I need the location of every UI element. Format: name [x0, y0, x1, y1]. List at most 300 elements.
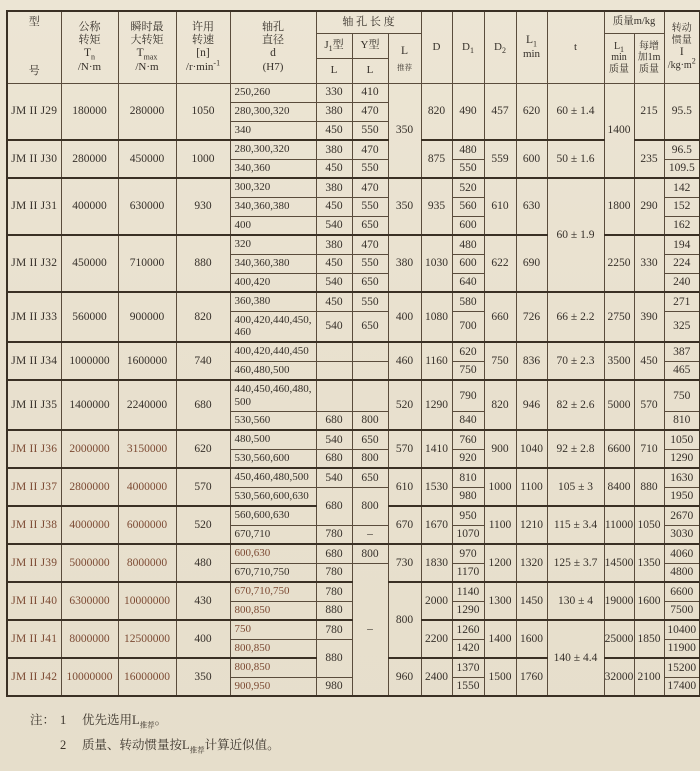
table-cell: 3500 — [604, 342, 634, 380]
table-cell: 400 — [230, 216, 316, 235]
table-cell: 280,​300,​320 — [230, 140, 316, 159]
model-cell: JM II J36 — [7, 430, 61, 468]
table-cell: 950 — [452, 506, 484, 525]
table-cell: 400 — [388, 292, 421, 342]
table-cell: 1320 — [516, 544, 547, 582]
table-cell: 600 — [452, 254, 484, 273]
table-cell: 810 — [452, 468, 484, 487]
model-cell: JM II J35 — [7, 380, 61, 430]
col-group-mass: 质量m/kg — [604, 11, 664, 33]
table-cell: 800,​850 — [230, 658, 316, 677]
table-cell: 780 — [316, 620, 352, 639]
col-header-bore-diameter: 轴孔 直径 d (H7) — [230, 11, 316, 83]
table-cell: 180000 — [61, 83, 118, 140]
table-cell: 4000000 — [118, 468, 176, 506]
model-cell: JM II J30 — [7, 140, 61, 178]
col-group-bore-length: 轴 孔 长 度 — [316, 11, 421, 33]
table-cell: 8400 — [604, 468, 634, 506]
table-cell: 1050 — [176, 83, 230, 140]
table-cell: 920 — [452, 449, 484, 468]
table-cell: 450 — [316, 121, 352, 140]
table-cell: 457 — [484, 83, 516, 140]
model-cell: JM II J32 — [7, 235, 61, 292]
table-cell: 360,​380 — [230, 292, 316, 311]
table-cell: 630000 — [118, 178, 176, 235]
table-cell: 60 ± 1.4 — [547, 83, 604, 140]
table-cell: 6600 — [664, 582, 700, 601]
table-cell: 880 — [316, 601, 352, 620]
table-cell: 790 — [452, 380, 484, 411]
table-cell: 935 — [421, 178, 452, 235]
table-cell: 490 — [452, 83, 484, 140]
table-cell: 1670 — [421, 506, 452, 544]
col-header-max-torque: 瞬时最 大转矩 $T_{max}$ /N·m — [118, 11, 176, 83]
table-cell: 800 — [352, 487, 388, 525]
table-cell: 660 — [484, 292, 516, 342]
model-cell: JM II J34 — [7, 342, 61, 380]
table-cell: 470 — [352, 140, 388, 159]
table-cell: 800 — [352, 449, 388, 468]
table-cell: 640 — [452, 273, 484, 292]
table-cell: 840 — [452, 411, 484, 430]
table-cell: 800,​850 — [230, 639, 316, 658]
table-cell: 330 — [316, 83, 352, 102]
table-cell: 2100 — [634, 658, 664, 696]
table-cell: 5000000 — [61, 544, 118, 582]
table-cell: 1170 — [452, 563, 484, 582]
table-cell: 780 — [316, 563, 352, 582]
table-cell — [316, 380, 352, 411]
table-cell: 1500 — [484, 658, 516, 696]
table-cell: 380 — [316, 235, 352, 254]
table-cell: 400,​420,​440,​450 — [230, 342, 316, 361]
table-header — [7, 11, 700, 83]
table-cell: 2670 — [664, 506, 700, 525]
table-cell: 8000000 — [118, 544, 176, 582]
table-cell: 650 — [352, 430, 388, 449]
table-cell: 350 — [388, 83, 421, 178]
table-cell: 4060 — [664, 544, 700, 563]
table-cell: 1040 — [516, 430, 547, 468]
table-cell: 710 — [634, 430, 664, 468]
table-cell: 125 ± 3.7 — [547, 544, 604, 582]
table-cell: 1400000 — [61, 380, 118, 430]
table-cell: 480 — [452, 235, 484, 254]
table-cell — [352, 361, 388, 380]
col-header-t: t — [547, 11, 604, 83]
table-cell: 1070 — [452, 525, 484, 544]
table-cell: 1000000 — [61, 342, 118, 380]
table-cell: 620 — [176, 430, 230, 468]
table-cell: 380 — [316, 102, 352, 121]
notes — [30, 710, 700, 753]
table-cell: 2400 — [421, 658, 452, 696]
col-header-mass-per-meter: 每增 加1m 质量 — [634, 33, 664, 83]
table-cell: 700 — [452, 311, 484, 342]
model-cell: JM II J31 — [7, 178, 61, 235]
table-cell: 450 — [316, 197, 352, 216]
table-cell: 980 — [316, 677, 352, 696]
table-cell: 1530 — [421, 468, 452, 506]
table-cell: 880 — [176, 235, 230, 292]
table-cell: 1050 — [634, 506, 664, 544]
col-header-y-type: Y型 — [352, 33, 388, 58]
col-header-L-j1: L — [316, 58, 352, 83]
table-cell: 450000 — [118, 140, 176, 178]
table-cell: 600 — [452, 216, 484, 235]
table-cell: 520 — [388, 380, 421, 430]
table-cell: 450000 — [61, 235, 118, 292]
table-cell: 2750 — [604, 292, 634, 342]
table-cell: 750 — [452, 361, 484, 380]
table-cell: 450 — [316, 292, 352, 311]
table-cell: 540 — [316, 311, 352, 342]
table-cell: 4800 — [664, 563, 700, 582]
table-cell: 1140 — [452, 582, 484, 601]
note-text: 优先选用$L_{推荐}$。 — [82, 713, 168, 730]
table-cell: 400 — [176, 620, 230, 658]
table-cell: 387 — [664, 342, 700, 361]
table-cell: 1400 — [604, 83, 634, 178]
col-header-model-bottom: 号 — [28, 65, 40, 78]
table-cell: 760 — [452, 430, 484, 449]
table-cell: 350 — [176, 658, 230, 696]
table-cell: 1160 — [421, 342, 452, 380]
table-cell: 836 — [516, 342, 547, 380]
table-cell: 1030 — [421, 235, 452, 292]
table-cell: 570 — [176, 468, 230, 506]
table-cell: 11000 — [604, 506, 634, 544]
table-cell: 650 — [352, 216, 388, 235]
table-cell: 600 — [516, 140, 547, 178]
col-header-mass-at-L1min: $L_1$ min 质量 — [604, 33, 634, 83]
table-cell: 680 — [176, 380, 230, 430]
table-cell: 140 ± 4.4 — [547, 620, 604, 696]
table-cell: 530,​560,​600 — [230, 449, 316, 468]
table-cell: 1210 — [516, 506, 547, 544]
table-cell: 540 — [316, 216, 352, 235]
table-cell: 235 — [634, 140, 664, 178]
table-cell: 750 — [230, 620, 316, 639]
table-cell: 800 — [352, 544, 388, 563]
table-cell: 1290 — [664, 449, 700, 468]
table-cell: 550 — [452, 159, 484, 178]
table-cell: 1350 — [634, 544, 664, 582]
col-header-D1: $D_1$ — [452, 11, 484, 83]
table-cell: 559 — [484, 140, 516, 178]
table-cell: 900,​950 — [230, 677, 316, 696]
table-cell: 450,​460,​480,​500 — [230, 468, 316, 487]
table-cell: 930 — [176, 178, 230, 235]
table-cell: 6000000 — [118, 506, 176, 544]
table-cell: 600,​630 — [230, 544, 316, 563]
table-cell: 60 ± 1.9 — [547, 178, 604, 292]
table-cell: 1950 — [664, 487, 700, 506]
table-cell: 610 — [388, 468, 421, 506]
table-cell: 400,​420 — [230, 273, 316, 292]
table-cell: 1050 — [664, 430, 700, 449]
table-cell: 3030 — [664, 525, 700, 544]
table-cell: 570 — [388, 430, 421, 468]
table-cell: 12500000 — [118, 620, 176, 658]
table-cell: 470 — [352, 102, 388, 121]
model-cell: JM II J42 — [7, 658, 61, 696]
table-cell: 780 — [316, 582, 352, 601]
table-cell: 800 — [352, 411, 388, 430]
table-cell: 3150000 — [118, 430, 176, 468]
table-cell: 320 — [230, 235, 316, 254]
table-cell: 10000000 — [61, 658, 118, 696]
table-cell: 550 — [352, 197, 388, 216]
table-cell: 900 — [484, 430, 516, 468]
table-cell: 224 — [664, 254, 700, 273]
table-cell — [316, 361, 352, 380]
table-cell: 740 — [176, 342, 230, 380]
table-cell: 271 — [664, 292, 700, 311]
table-cell: 620 — [516, 83, 547, 140]
table-cell: 2000 — [421, 582, 452, 620]
table-cell: 670,​710,​750 — [230, 563, 316, 582]
table-cell: 540 — [316, 430, 352, 449]
table-cell: 380 — [316, 140, 352, 159]
table-cell: 16000000 — [118, 658, 176, 696]
table-cell: 2250 — [604, 235, 634, 292]
table-cell: 710000 — [118, 235, 176, 292]
table-cell: 2200 — [421, 620, 452, 658]
table-cell: 92 ± 2.8 — [547, 430, 604, 468]
table-cell: 520 — [176, 506, 230, 544]
table-cell: 550 — [352, 292, 388, 311]
table-cell: 50 ± 1.6 — [547, 140, 604, 178]
table-cell: 400,​420,​440,​450,​460 — [230, 311, 316, 342]
table-body — [7, 83, 700, 696]
note-line-1 — [30, 710, 700, 728]
table-cell: 480 — [176, 544, 230, 582]
model-cell: JM II J41 — [7, 620, 61, 658]
table-cell: 142 — [664, 178, 700, 197]
table-cell: 340,​360,​380 — [230, 197, 316, 216]
table-cell: 300,​320 — [230, 178, 316, 197]
model-cell: JM II J40 — [7, 582, 61, 620]
table-cell: 1000 — [176, 140, 230, 178]
table-cell: 460,​480,​500 — [230, 361, 316, 380]
table-cell: 11900 — [664, 639, 700, 658]
table-cell: 1100 — [484, 506, 516, 544]
table-cell: 450 — [316, 159, 352, 178]
note-line-2 — [30, 735, 700, 753]
col-header-D: D — [421, 11, 452, 83]
table-cell: 480,​500 — [230, 430, 316, 449]
table-cell: 280,​300,​320 — [230, 102, 316, 121]
table-cell: 1830 — [421, 544, 452, 582]
table-cell: 1630 — [664, 468, 700, 487]
table-cell: 1760 — [516, 658, 547, 696]
table-cell: 680 — [316, 487, 352, 525]
notes-label: 注： — [30, 713, 56, 727]
table-cell: 780 — [316, 525, 352, 544]
table-cell — [352, 342, 388, 361]
table-cell: – — [352, 563, 388, 696]
table-cell: 15200 — [664, 658, 700, 677]
table-cell: 1410 — [421, 430, 452, 468]
table-cell: 130 ± 4 — [547, 582, 604, 620]
table-cell: 946 — [516, 380, 547, 430]
table-cell: 82 ± 2.6 — [547, 380, 604, 430]
table-cell: 580 — [452, 292, 484, 311]
table-cell: 10400 — [664, 620, 700, 639]
table-cell: 25000 — [604, 620, 634, 658]
table-cell: 350 — [388, 178, 421, 235]
table-cell: 1400 — [484, 620, 516, 658]
table-cell: 480 — [452, 140, 484, 159]
table-cell: 680 — [316, 544, 352, 563]
table-cell: 194 — [664, 235, 700, 254]
table-cell: 6300000 — [61, 582, 118, 620]
table-cell: 2000000 — [61, 430, 118, 468]
table-cell: 560 — [452, 197, 484, 216]
table-cell: 730 — [388, 544, 421, 582]
table-cell: 460 — [388, 342, 421, 380]
table-cell: 900000 — [118, 292, 176, 342]
table-cell: 450 — [634, 342, 664, 380]
table-cell: 1200 — [484, 544, 516, 582]
table-cell: 620 — [452, 342, 484, 361]
table-cell: 540 — [316, 273, 352, 292]
col-header-model-top: 型 — [28, 16, 40, 29]
table-cell: 820 — [176, 292, 230, 342]
table-cell: 880 — [316, 639, 352, 677]
table-cell: – — [352, 525, 388, 544]
table-cell: 520 — [452, 178, 484, 197]
table-cell: 550 — [352, 159, 388, 178]
table-cell: 1550 — [452, 677, 484, 696]
table-cell: 1800 — [604, 178, 634, 235]
table-cell: 1290 — [421, 380, 452, 430]
spec-table — [6, 10, 700, 697]
table-cell: 650 — [352, 311, 388, 342]
table-cell: 1000 — [484, 468, 516, 506]
table-cell: 340 — [230, 121, 316, 140]
table-cell: 240 — [664, 273, 700, 292]
model-cell: JM II J29 — [7, 83, 61, 140]
table-cell: 470 — [352, 235, 388, 254]
model-cell: JM II J33 — [7, 292, 61, 342]
col-header-speed: 许用 转速 [n] $/r\cdot\min^{-1}$ — [176, 11, 230, 83]
table-cell: 152 — [664, 197, 700, 216]
table-cell: 880 — [634, 468, 664, 506]
table-cell: 1450 — [516, 582, 547, 620]
table-cell: 650 — [352, 468, 388, 487]
table-cell: 960 — [388, 658, 421, 696]
col-header-inertia: 转动 惯量 I $/kg\cdot m^2$ — [664, 11, 700, 83]
col-header-L1min: $L_1$ min — [516, 11, 547, 83]
table-cell: 10000000 — [118, 582, 176, 620]
table-cell: 7500 — [664, 601, 700, 620]
table-cell: 465 — [664, 361, 700, 380]
table-cell — [316, 342, 352, 361]
table-cell: 70 ± 2.3 — [547, 342, 604, 380]
table-cell: 17400 — [664, 677, 700, 696]
table-cell: 340,​360,​380 — [230, 254, 316, 273]
table-cell: 450 — [316, 254, 352, 273]
table-cell: 680 — [316, 411, 352, 430]
note-number: 1 — [60, 713, 67, 727]
table-cell: 19000 — [604, 582, 634, 620]
col-header-L-recommended: L $_{推荐}$ — [388, 33, 421, 83]
table-cell: 2800000 — [61, 468, 118, 506]
table-cell: 550 — [352, 121, 388, 140]
table-cell: 800,​850 — [230, 601, 316, 620]
table-cell: 14500 — [604, 544, 634, 582]
model-cell: JM II J38 — [7, 506, 61, 544]
table-cell: 550 — [352, 254, 388, 273]
table-cell: 630 — [516, 178, 547, 235]
table-cell: 8000000 — [61, 620, 118, 658]
table-cell: 1300 — [484, 582, 516, 620]
table-cell: 280000 — [118, 83, 176, 140]
col-header-nominal-torque: 公称 转矩 $T_n$ /N·m — [61, 11, 118, 83]
table-cell: 875 — [421, 140, 452, 178]
table-cell: 215 — [634, 83, 664, 140]
table-cell: 530,​560 — [230, 411, 316, 430]
table-cell: 610 — [484, 178, 516, 235]
table-cell: 6600 — [604, 430, 634, 468]
table-cell: 4000000 — [61, 506, 118, 544]
table-cell: 820 — [484, 380, 516, 430]
table-cell: 95.5 — [664, 83, 700, 140]
table-cell: 1420 — [452, 639, 484, 658]
table-cell: 380 — [388, 235, 421, 292]
table-cell: 400000 — [61, 178, 118, 235]
table-cell: 290 — [634, 178, 664, 235]
table-cell: 390 — [634, 292, 664, 342]
table-cell: 570 — [634, 380, 664, 430]
table-cell: 109.5 — [664, 159, 700, 178]
table-cell: 1290 — [452, 601, 484, 620]
table-cell: 726 — [516, 292, 547, 342]
table-cell: 250,​260 — [230, 83, 316, 102]
col-header-D2: $D_2$ — [484, 11, 516, 83]
table-cell: 340,​360 — [230, 159, 316, 178]
table-cell: 1850 — [634, 620, 664, 658]
table-cell: 622 — [484, 235, 516, 292]
table-cell: 680 — [316, 449, 352, 468]
table-cell: 540 — [316, 468, 352, 487]
table-cell: 670,​710,​750 — [230, 582, 316, 601]
model-cell: JM II J39 — [7, 544, 61, 582]
table-cell: 430 — [176, 582, 230, 620]
table-cell: 560,​600,​630 — [230, 506, 316, 525]
table-cell: 410 — [352, 83, 388, 102]
table-cell: 280000 — [61, 140, 118, 178]
table-cell: 66 ± 2.2 — [547, 292, 604, 342]
table-cell: 470 — [352, 178, 388, 197]
table-cell: 980 — [452, 487, 484, 506]
table-cell: 115 ± 3.4 — [547, 506, 604, 544]
col-header-model — [7, 11, 61, 83]
table-cell: 440,​450,​460,​480,​500 — [230, 380, 316, 411]
table-cell: 96.5 — [664, 140, 700, 159]
table-cell: 162 — [664, 216, 700, 235]
table-cell: 750 — [484, 342, 516, 380]
table-cell: 670 — [388, 506, 421, 544]
table-cell: 1600000 — [118, 342, 176, 380]
table-cell: 1100 — [516, 468, 547, 506]
table-cell: 5000 — [604, 380, 634, 430]
table-cell: 690 — [516, 235, 547, 292]
col-header-j1-type: $J_1$型 — [316, 33, 352, 58]
table-cell: 810 — [664, 411, 700, 430]
